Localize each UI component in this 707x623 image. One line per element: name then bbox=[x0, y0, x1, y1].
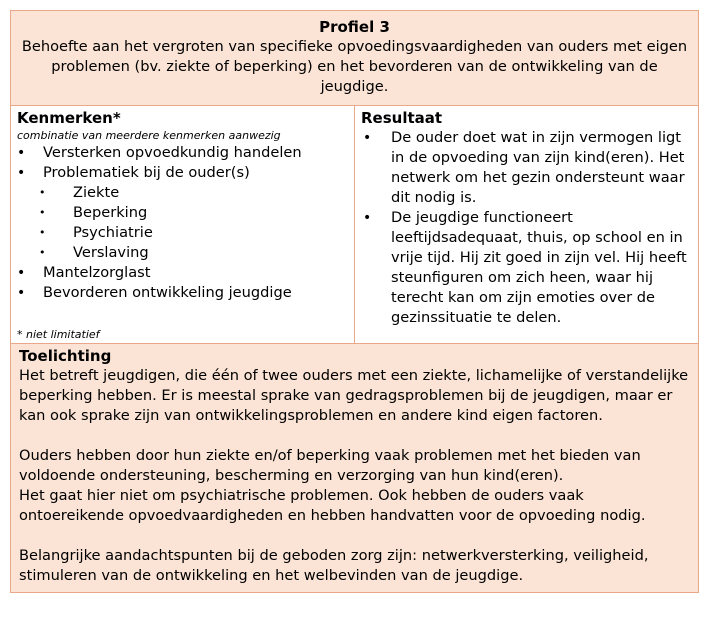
kenmerken-subitem: • Beperking bbox=[17, 203, 348, 223]
profile-document bbox=[10, 10, 699, 593]
kenmerken-subitem: • Ziekte bbox=[17, 183, 348, 203]
resultaat-cell bbox=[355, 106, 698, 343]
profile-description: Behoefte aan het vergroten van specifieke opvoedingsvaardigheden van ouders met eigen problemen (bv. ziekte of beperking) en het bevorderen van de ontwikkeling van de jeugdige. bbox=[21, 38, 688, 95]
toelichting-paragraph: Belangrijke aandachtspunten bij de geboden zorg zijn: netwerkversterking, veiligheid, stimuleren van de ontwikkeling en het welbevinden van de jeugdige. bbox=[19, 547, 649, 584]
characteristics-results-row bbox=[11, 106, 698, 344]
resultaat-heading: Resultaat bbox=[361, 109, 443, 127]
kenmerken-note: combinatie van meerdere kenmerken aanwezig bbox=[17, 129, 281, 142]
toelichting-cell bbox=[11, 344, 698, 592]
resultaat-item: • De jeugdige functioneert leeftijdsadequaat, thuis, op school en in vrije tijd. Hij zit goed in zijn vel. Hij heeft steunfiguren om zich heen, waar hij terecht kan om zijn emoties over de gezinssituatie te delen. bbox=[361, 208, 692, 328]
toelichting-paragraph: Ouders hebben door hun ziekte en/of beperking vaak problemen met het bieden van voldoende ondersteuning, bescherming en verzorging van hun kind(eren). bbox=[19, 447, 641, 484]
kenmerken-item: • Problematiek bij de ouder(s) bbox=[17, 163, 348, 183]
kenmerken-item: • Bevorderen ontwikkeling jeugdige bbox=[17, 283, 348, 303]
paragraph-spacer bbox=[19, 426, 690, 446]
profile-header bbox=[11, 11, 698, 106]
toelichting-paragraph: Het betreft jeugdigen, die één of twee ouders met een ziekte, lichamelijke of verstandelijke beperking hebben. Er is meestal sprake van gedragsproblemen bij de jeugdigen, maar er kan ook sprake zijn van ontwikkelingsproblemen en andere kind eigen factoren. bbox=[19, 367, 689, 424]
kenmerken-cell bbox=[11, 106, 355, 343]
toelichting-paragraph: Het gaat hier niet om psychiatrische problemen. Ook hebben de ouders vaak ontoereikende opvoedvaardigheden en hebben handvatten voor de opvoeding nodig. bbox=[19, 487, 646, 524]
resultaat-list bbox=[361, 128, 692, 328]
paragraph-spacer bbox=[19, 526, 690, 546]
profile-table bbox=[10, 10, 699, 593]
toelichting-heading: Toelichting bbox=[19, 347, 112, 365]
kenmerken-subitem: • Psychiatrie bbox=[17, 223, 348, 243]
kenmerken-item: • Mantelzorglast bbox=[17, 263, 348, 283]
kenmerken-heading: Kenmerken* bbox=[17, 109, 121, 127]
kenmerken-footnote: * niet limitatief bbox=[17, 328, 100, 341]
resultaat-item: • De ouder doet wat in zijn vermogen ligt in de opvoeding van zijn kind(eren). Het netwerk om het gezin ondersteunt waar dit nodig is. bbox=[361, 128, 692, 208]
kenmerken-item: • Versterken opvoedkundig handelen bbox=[17, 143, 348, 163]
kenmerken-list bbox=[17, 143, 348, 303]
kenmerken-subitem: • Verslaving bbox=[17, 243, 348, 263]
profile-title: Profiel 3 bbox=[319, 18, 390, 36]
